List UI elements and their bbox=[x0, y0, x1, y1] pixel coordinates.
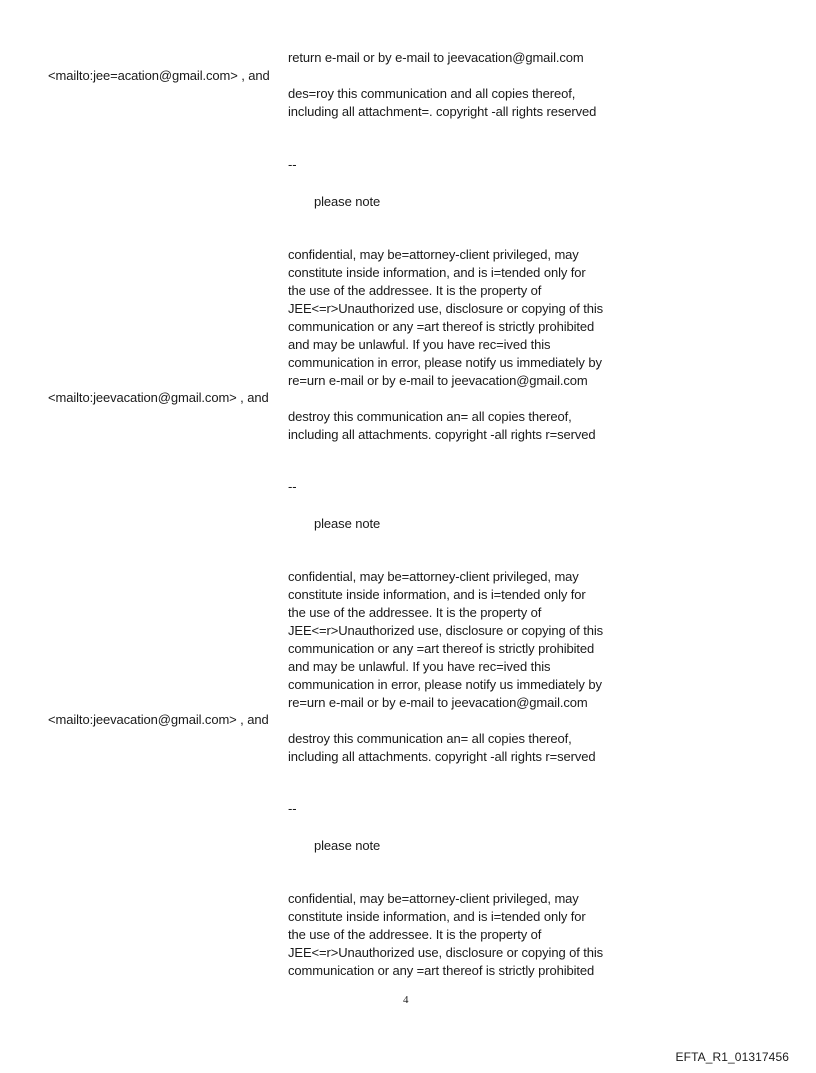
email-body-line: destroy this communication an= all copies thereof, bbox=[288, 409, 572, 424]
email-body-line: re=urn e-mail or by e-mail to jeevacation@gmail.com bbox=[288, 373, 588, 388]
email-body-line: constitute inside information, and is i=tended only for bbox=[288, 587, 586, 602]
email-body-line: re=urn e-mail or by e-mail to jeevacation@gmail.com bbox=[288, 695, 588, 710]
email-body-line: destroy this communication an= all copies thereof, bbox=[288, 731, 572, 746]
email-body-line: constitute inside information, and is i=tended only for bbox=[288, 265, 586, 280]
separator: -- bbox=[288, 157, 297, 172]
email-body-line: communication or any =art thereof is strictly prohibited bbox=[288, 319, 595, 334]
mailto-link: <mailto:jeevacation@gmail.com> , and bbox=[48, 390, 269, 405]
email-body-line: including all attachments. copyright -all rights r=served bbox=[288, 427, 596, 442]
separator: -- bbox=[288, 801, 297, 816]
email-body-line: including all attachment=. copyright -all rights reserved bbox=[288, 104, 597, 119]
mailto-link: <mailto:jee=acation@gmail.com> , and bbox=[48, 68, 270, 83]
page-number: 4 bbox=[403, 994, 409, 1006]
email-body-line: JEE<=r>Unauthorized use, disclosure or copying of this bbox=[288, 301, 604, 316]
mailto-link: <mailto:jeevacation@gmail.com> , and bbox=[48, 712, 269, 727]
document-id-footer: EFTA_R1_01317456 bbox=[675, 1050, 789, 1064]
please-note-heading: please note bbox=[314, 194, 381, 209]
email-body-line: including all attachments. copyright -all rights r=served bbox=[288, 749, 596, 764]
email-body-line: communication or any =art thereof is strictly prohibited bbox=[288, 641, 595, 656]
email-body-line: des=roy this communication and all copies thereof, bbox=[288, 86, 576, 101]
email-body-line: communication or any =art thereof is strictly prohibited bbox=[288, 963, 595, 978]
email-body-line: return e-mail or by e-mail to jeevacation@gmail.com bbox=[288, 50, 584, 65]
email-body-line: communication in error, please notify us immediately by bbox=[288, 355, 602, 370]
email-body-line: confidential, may be=attorney-client privileged, may bbox=[288, 569, 579, 584]
email-body-line: the use of the addressee. It is the property of bbox=[288, 927, 542, 942]
email-body-line: JEE<=r>Unauthorized use, disclosure or copying of this bbox=[288, 623, 604, 638]
please-note-heading: please note bbox=[314, 838, 381, 853]
please-note-heading: please note bbox=[314, 516, 381, 531]
email-body-line: confidential, may be=attorney-client privileged, may bbox=[288, 247, 579, 262]
email-body-line: the use of the addressee. It is the property of bbox=[288, 283, 542, 298]
email-body-line: JEE<=r>Unauthorized use, disclosure or copying of this bbox=[288, 945, 604, 960]
email-body-line: and may be unlawful. If you have rec=ived this bbox=[288, 659, 551, 674]
separator: -- bbox=[288, 479, 297, 494]
email-body-line: constitute inside information, and is i=tended only for bbox=[288, 909, 586, 924]
email-body-line: the use of the addressee. It is the property of bbox=[288, 605, 542, 620]
email-body-line: communication in error, please notify us immediately by bbox=[288, 677, 602, 692]
email-body-line: confidential, may be=attorney-client privileged, may bbox=[288, 891, 579, 906]
email-body-line: and may be unlawful. If you have rec=ived this bbox=[288, 337, 551, 352]
